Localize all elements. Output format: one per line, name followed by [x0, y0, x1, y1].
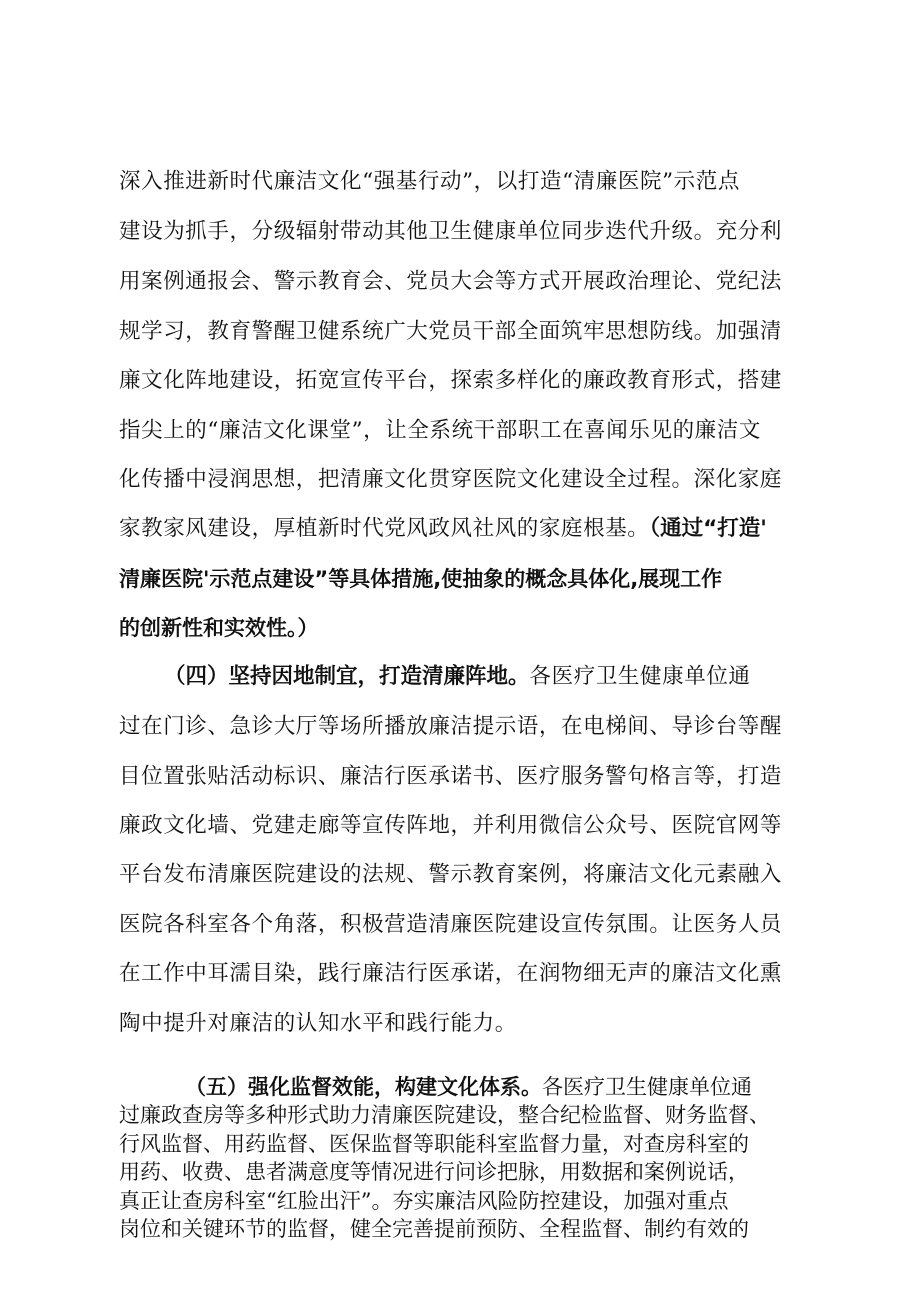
paragraph-line: 陶中提升对廉洁的认知水平和践行能力。	[119, 1011, 517, 1036]
paragraph-line: 化传播中浸润思想，把清廉文化贯穿医院文化建设全过程。深化家庭	[119, 467, 783, 492]
paragraph-text: 家教家风建设，厚植新时代党风政风社风的家庭根基。	[119, 516, 650, 541]
paragraph-line: 深入推进新时代廉洁文化“强基行动”，以打造“清廉医院”示范点	[119, 169, 740, 194]
paragraph-line: 过廉政查房等多种形式助力清廉医院建设，整合纪检监督、财务监督、	[119, 1103, 770, 1127]
paragraph-text: 各医疗卫生健康单位通	[542, 1075, 752, 1099]
section-4-heading: （四）坚持因地制宜，打造清廉阵地。	[164, 664, 530, 689]
paragraph-line: 过在门诊、急诊大厅等场所播放廉洁提示语，在电梯间、导诊台等醒	[119, 714, 783, 739]
paragraph-line: 用药、收费、患者满意度等情况进行问诊把脉，用数据和案例说话，	[119, 1160, 749, 1184]
paragraph-line: 廉文化阵地建设，拓宽宣传平台，探索多样化的廉政教育形式，搭建	[119, 368, 783, 393]
paragraph-line	[119, 514, 819, 544]
paragraph-line: 建设为抓手，分级辐射带动其他卫生健康单位同步迭代升级。充分利	[119, 219, 783, 244]
paragraph-line: 用案例通报会、警示教育会、党员大会等方式开展政治理论、党纪法	[119, 269, 783, 294]
editor-note-line: 清廉医院'示范点建设”等具体措施,使抽象的概念具体化,展现工作	[119, 567, 723, 591]
paragraph-line: 岗位和关键环节的监督，健全完善提前预防、全程监督、制约有效的	[119, 1217, 749, 1241]
editor-note-text: （通过“打造'	[649, 516, 767, 541]
paragraph-line: 在工作中耳濡目染，践行廉洁行医承诺，在润物细无声的廉洁文化熏	[119, 961, 783, 986]
paragraph-line: 真正让查房科室“红脸出汗”。夯实廉洁风险防控建设，加强对重点	[119, 1189, 729, 1213]
paragraph-line: 指尖上的“廉洁文化课堂”，让全系统干部职工在喜闻乐见的廉洁文	[119, 418, 761, 443]
section-4-heading-line	[164, 662, 819, 692]
paragraph-line: 廉政文化墙、党建走廊等宣传阵地，并利用微信公众号、医院官网等	[119, 813, 783, 838]
paragraph-line: 目位置张贴活动标识、廉洁行医承诺书、医疗服务警句格言等，打造	[119, 764, 783, 789]
paragraph-line: 规学习，教育警醒卫健系统广大党员干部全面筑牢思想防线。加强清	[119, 319, 783, 344]
paragraph-line: 医院各科室各个角落，积极营造清廉医院建设宣传氛围。让医务人员	[119, 912, 783, 937]
editor-note-line: 的创新性和实效性。）	[119, 616, 319, 640]
paragraph-text: 各医疗卫生健康单位通	[529, 664, 751, 689]
section-5-heading-line	[185, 1073, 819, 1101]
paragraph-line: 行风监督、用药监督、医保监督等职能科室监督力量，对查房科室的	[119, 1132, 749, 1156]
section-5-heading: （五）强化监督效能，构建文化体系。	[185, 1075, 542, 1099]
paragraph-line: 平台发布清廉医院建设的法规、警示教育案例，将廉洁文化元素融入	[119, 862, 783, 887]
